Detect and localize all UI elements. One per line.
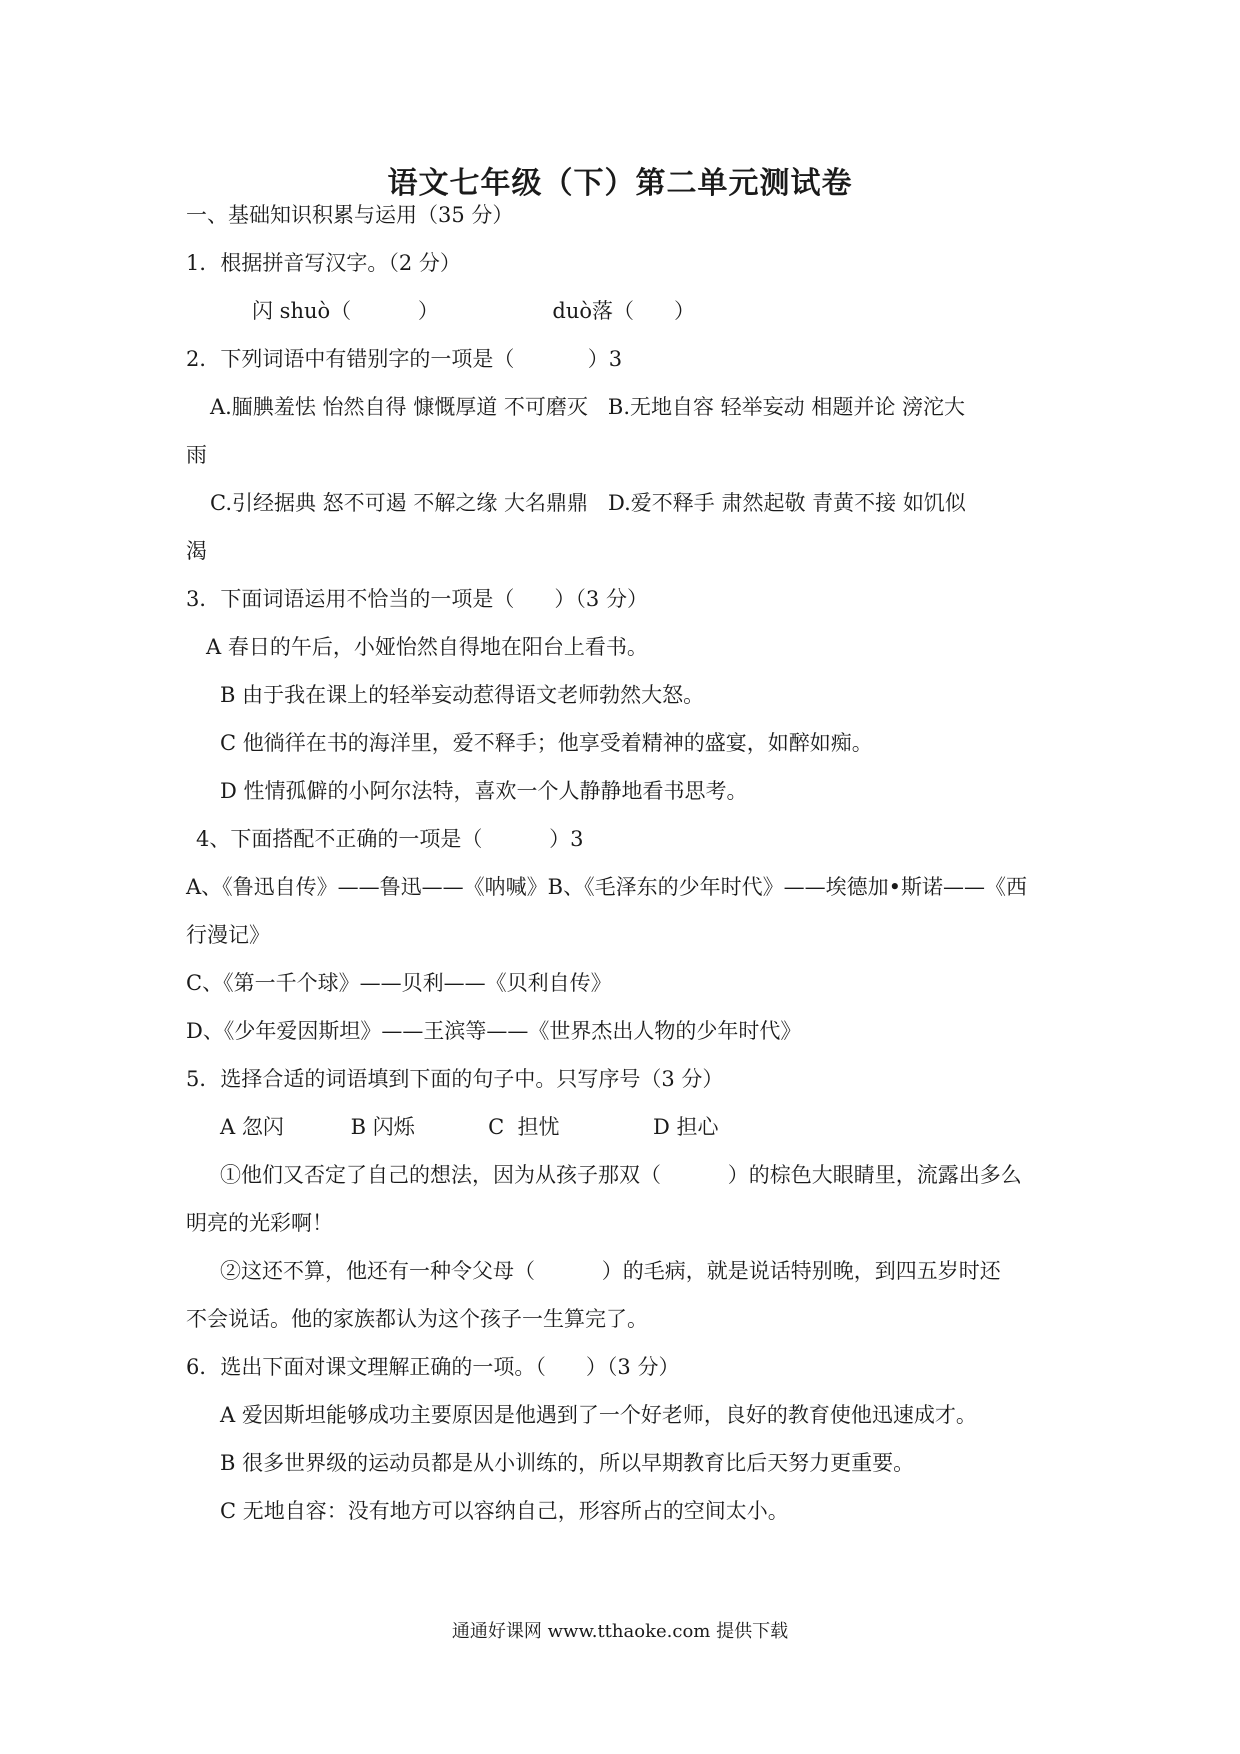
question-4-options-ab-cont: 行漫记》 xyxy=(186,923,270,947)
question-4-options-ab: A、《鲁迅自传》——鲁迅——《呐喊》B、《毛泽东的少年时代》——埃德加•斯诺——《西 xyxy=(186,875,1027,899)
question-5-sentence-2-cont: 不会说话。他的家族都认为这个孩子一生算完了。 xyxy=(186,1307,648,1331)
question-6-option-c: C 无地自容：没有地方可以容纳自己，形容所占的空间太小。 xyxy=(220,1499,789,1523)
question-6-option-a: A 爱因斯坦能够成功主要原因是他遇到了一个好老师，良好的教育使他迅速成才。 xyxy=(220,1403,977,1427)
page-title: 语文七年级（下）第二单元测试卷 xyxy=(387,166,853,201)
question-3-option-a: A 春日的午后，小娅怡然自得地在阳台上看书。 xyxy=(206,635,648,659)
question-3-option-c: C 他徜徉在书的海洋里，爱不释手；他享受着精神的盛宴，如醉如痴。 xyxy=(220,731,873,755)
question-4-option-d: D、《少年爱因斯坦》——王滨等——《世界杰出人物的少年时代》 xyxy=(186,1019,802,1043)
question-2-stem: 2．下列词语中有错别字的一项是（ ）3 xyxy=(186,347,623,371)
question-2-option-line: 雨 xyxy=(186,443,207,467)
question-3-option-d: D 性情孤僻的小阿尔法特，喜欢一个人静静地看书思考。 xyxy=(220,779,748,803)
section-heading: 一、基础知识积累与运用（35 分） xyxy=(186,203,514,227)
question-5-options: A 忽闪 B 闪烁 C 担忧 D 担心 xyxy=(220,1115,719,1139)
question-6-stem: 6．选出下面对课文理解正确的一项。（ ）（3 分） xyxy=(186,1355,680,1379)
question-6-option-b: B 很多世界级的运动员都是从小训练的，所以早期教育比后天努力更重要。 xyxy=(220,1451,915,1475)
question-3-stem: 3．下面词语运用不恰当的一项是（ ）（3 分） xyxy=(186,587,648,611)
question-5-sentence-1-cont: 明亮的光彩啊！ xyxy=(186,1211,333,1235)
question-1-items: 闪 shuò（ ） duò落（ ） xyxy=(252,299,696,323)
question-2-option-line: 渴 xyxy=(186,539,207,563)
question-4-option-c: C、《第一千个球》——贝利——《贝利自传》 xyxy=(186,971,612,995)
question-1-stem: 1．根据拼音写汉字。（2 分） xyxy=(186,251,461,275)
question-2-option-line: C.引经据典 怒不可遏 不解之缘 大名鼎鼎 D.爱不释手 肃然起敬 青黄不接 如饥似 xyxy=(210,491,966,515)
footer-credit: 通通好课网 www.tthaoke.com 提供下载 xyxy=(451,1621,789,1642)
question-2-option-line: A.腼腆羞怯 怡然自得 慷慨厚道 不可磨灭 B.无地自容 轻举妄动 相题并论 滂沱大 xyxy=(210,395,966,419)
question-3-option-b: B 由于我在课上的轻举妄动惹得语文老师勃然大怒。 xyxy=(220,683,705,707)
question-5-stem: 5．选择合适的词语填到下面的句子中。只写序号（3 分） xyxy=(186,1067,724,1091)
question-4-stem: 4、下面搭配不正确的一项是（ ）3 xyxy=(196,827,584,851)
question-5-sentence-1: ①他们又否定了自己的想法，因为从孩子那双（ ）的棕色大眼睛里，流露出多么 xyxy=(220,1163,1022,1187)
question-5-sentence-2: ②这还不算，他还有一种令父母（ ）的毛病，就是说话特别晚，到四五岁时还 xyxy=(220,1259,1001,1283)
